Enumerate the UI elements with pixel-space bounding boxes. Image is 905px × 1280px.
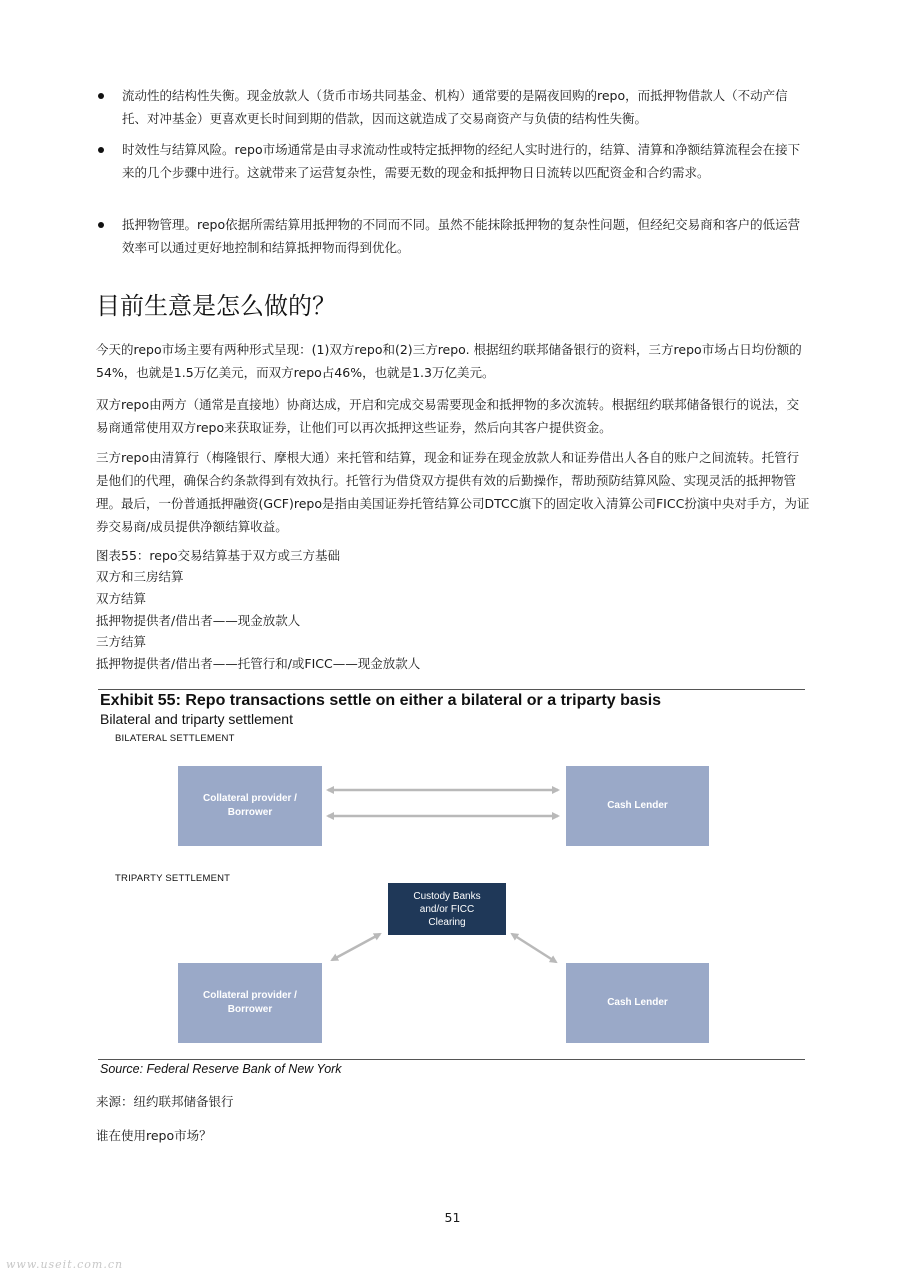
figure-caption: 图表55：repo交易结算基于双方或三方基础 — [96, 548, 341, 563]
custody-banks-box: Custody Banks and/or FICC Clearing — [388, 883, 506, 935]
triparty-label: TRIPARTY SETTLEMENT — [115, 873, 231, 884]
paragraph: 今天的repo市场主要有两种形式呈现：(1)双方repo和(2)三方repo. 根据纽约联邦储备银行的资料，三方repo市场占日均份额的54%，也就是1.5万亿美元，而双方repo占46%，也就是1.3万亿美元。 — [96, 342, 802, 380]
paragraph: 三方repo由清算行（梅隆银行、摩根大通）来托管和结算，现金和证券在现金放款人和证券借出人各自的账户之间流转。托管行是他们的代理，确保合约条款得到有效执行。托管行为借贷双方提供有效的后勤操作，帮助预防结算风险、实现灵活的抵押物管理。最后，一份普通抵押融资(GCF)repo是指由美国证券托管结算公司DTCC旗下的固定收入清算公司FICC扮演中央对手方，为证券交易商/成员提供净额结算收益。 — [96, 450, 810, 534]
caption-line: 双方和三房结算 — [96, 569, 184, 584]
caption-line: 双方结算 — [96, 591, 147, 606]
watermark: www.useit.com.cn — [6, 1258, 124, 1271]
caption-line: 抵押物提供者/借出者——托管行和/或FICC——现金放款人 — [96, 656, 421, 671]
bilateral-collateral-provider-box: Collateral provider / Borrower — [178, 766, 322, 846]
source-cn: 来源：纽约联邦储备银行 — [96, 1094, 234, 1109]
triparty-cash-lender-box: Cash Lender — [566, 963, 709, 1043]
page-number: 51 — [444, 1210, 461, 1225]
caption-line: 抵押物提供者/借出者——现金放款人 — [96, 613, 301, 628]
exhibit-bottom-rule — [98, 1059, 805, 1060]
exhibit-title: Exhibit 55: Repo transactions settle on either a bilateral or a triparty basis — [100, 692, 662, 709]
exhibit-subtitle: Bilateral and triparty settlement — [100, 711, 293, 727]
section-heading: 目前生意是怎么做的？ — [96, 292, 336, 320]
paragraph: 双方repo由两方（通常是直接地）协商达成，开启和完成交易需要现金和抵押物的多次流转。根据纽约联邦储备银行的说法，交易商通常使用双方repo来获取证券，让他们可以再次抵押这些证券，然后向其客户提供资金。 — [96, 397, 800, 435]
caption-line: 三方结算 — [96, 634, 147, 649]
bullet-text: 时效性与结算风险。repo市场通常是由寻求流动性或特定抵押物的经纪人实时进行的，结算、清算和净额结算流程会在接下来的几个步骤中进行。这就带来了运营复杂性，需要无数的现金和抵押物日日流转以匹配资金和合约需求。 — [122, 142, 801, 180]
triparty-collateral-provider-box: Collateral provider / Borrower — [178, 963, 322, 1043]
bilateral-cash-lender-box: Cash Lender — [566, 766, 709, 846]
exhibit-source: Source: Federal Reserve Bank of New York — [100, 1062, 342, 1076]
triparty-arrow-left — [332, 934, 380, 960]
closing-question: 谁在使用repo市场？ — [96, 1128, 212, 1143]
bilateral-label: BILATERAL SETTLEMENT — [115, 733, 235, 744]
triparty-arrow-right — [512, 934, 556, 962]
bullet-text: 流动性的结构性失衡。现金放款人（货币市场共同基金、机构）通常要的是隔夜回购的repo，而抵押物借款人（不动产信托、对冲基金）更喜欢更长时间到期的借款，因而这就造成了交易商资产与负债的结构性失衡。 — [122, 88, 788, 126]
bullet-text: 抵押物管理。repo依据所需结算用抵押物的不同而不同。虽然不能抹除抵押物的复杂性问题，但经纪交易商和客户的低运营效率可以通过更好地控制和结算抵押物而得到优化。 — [122, 217, 801, 255]
